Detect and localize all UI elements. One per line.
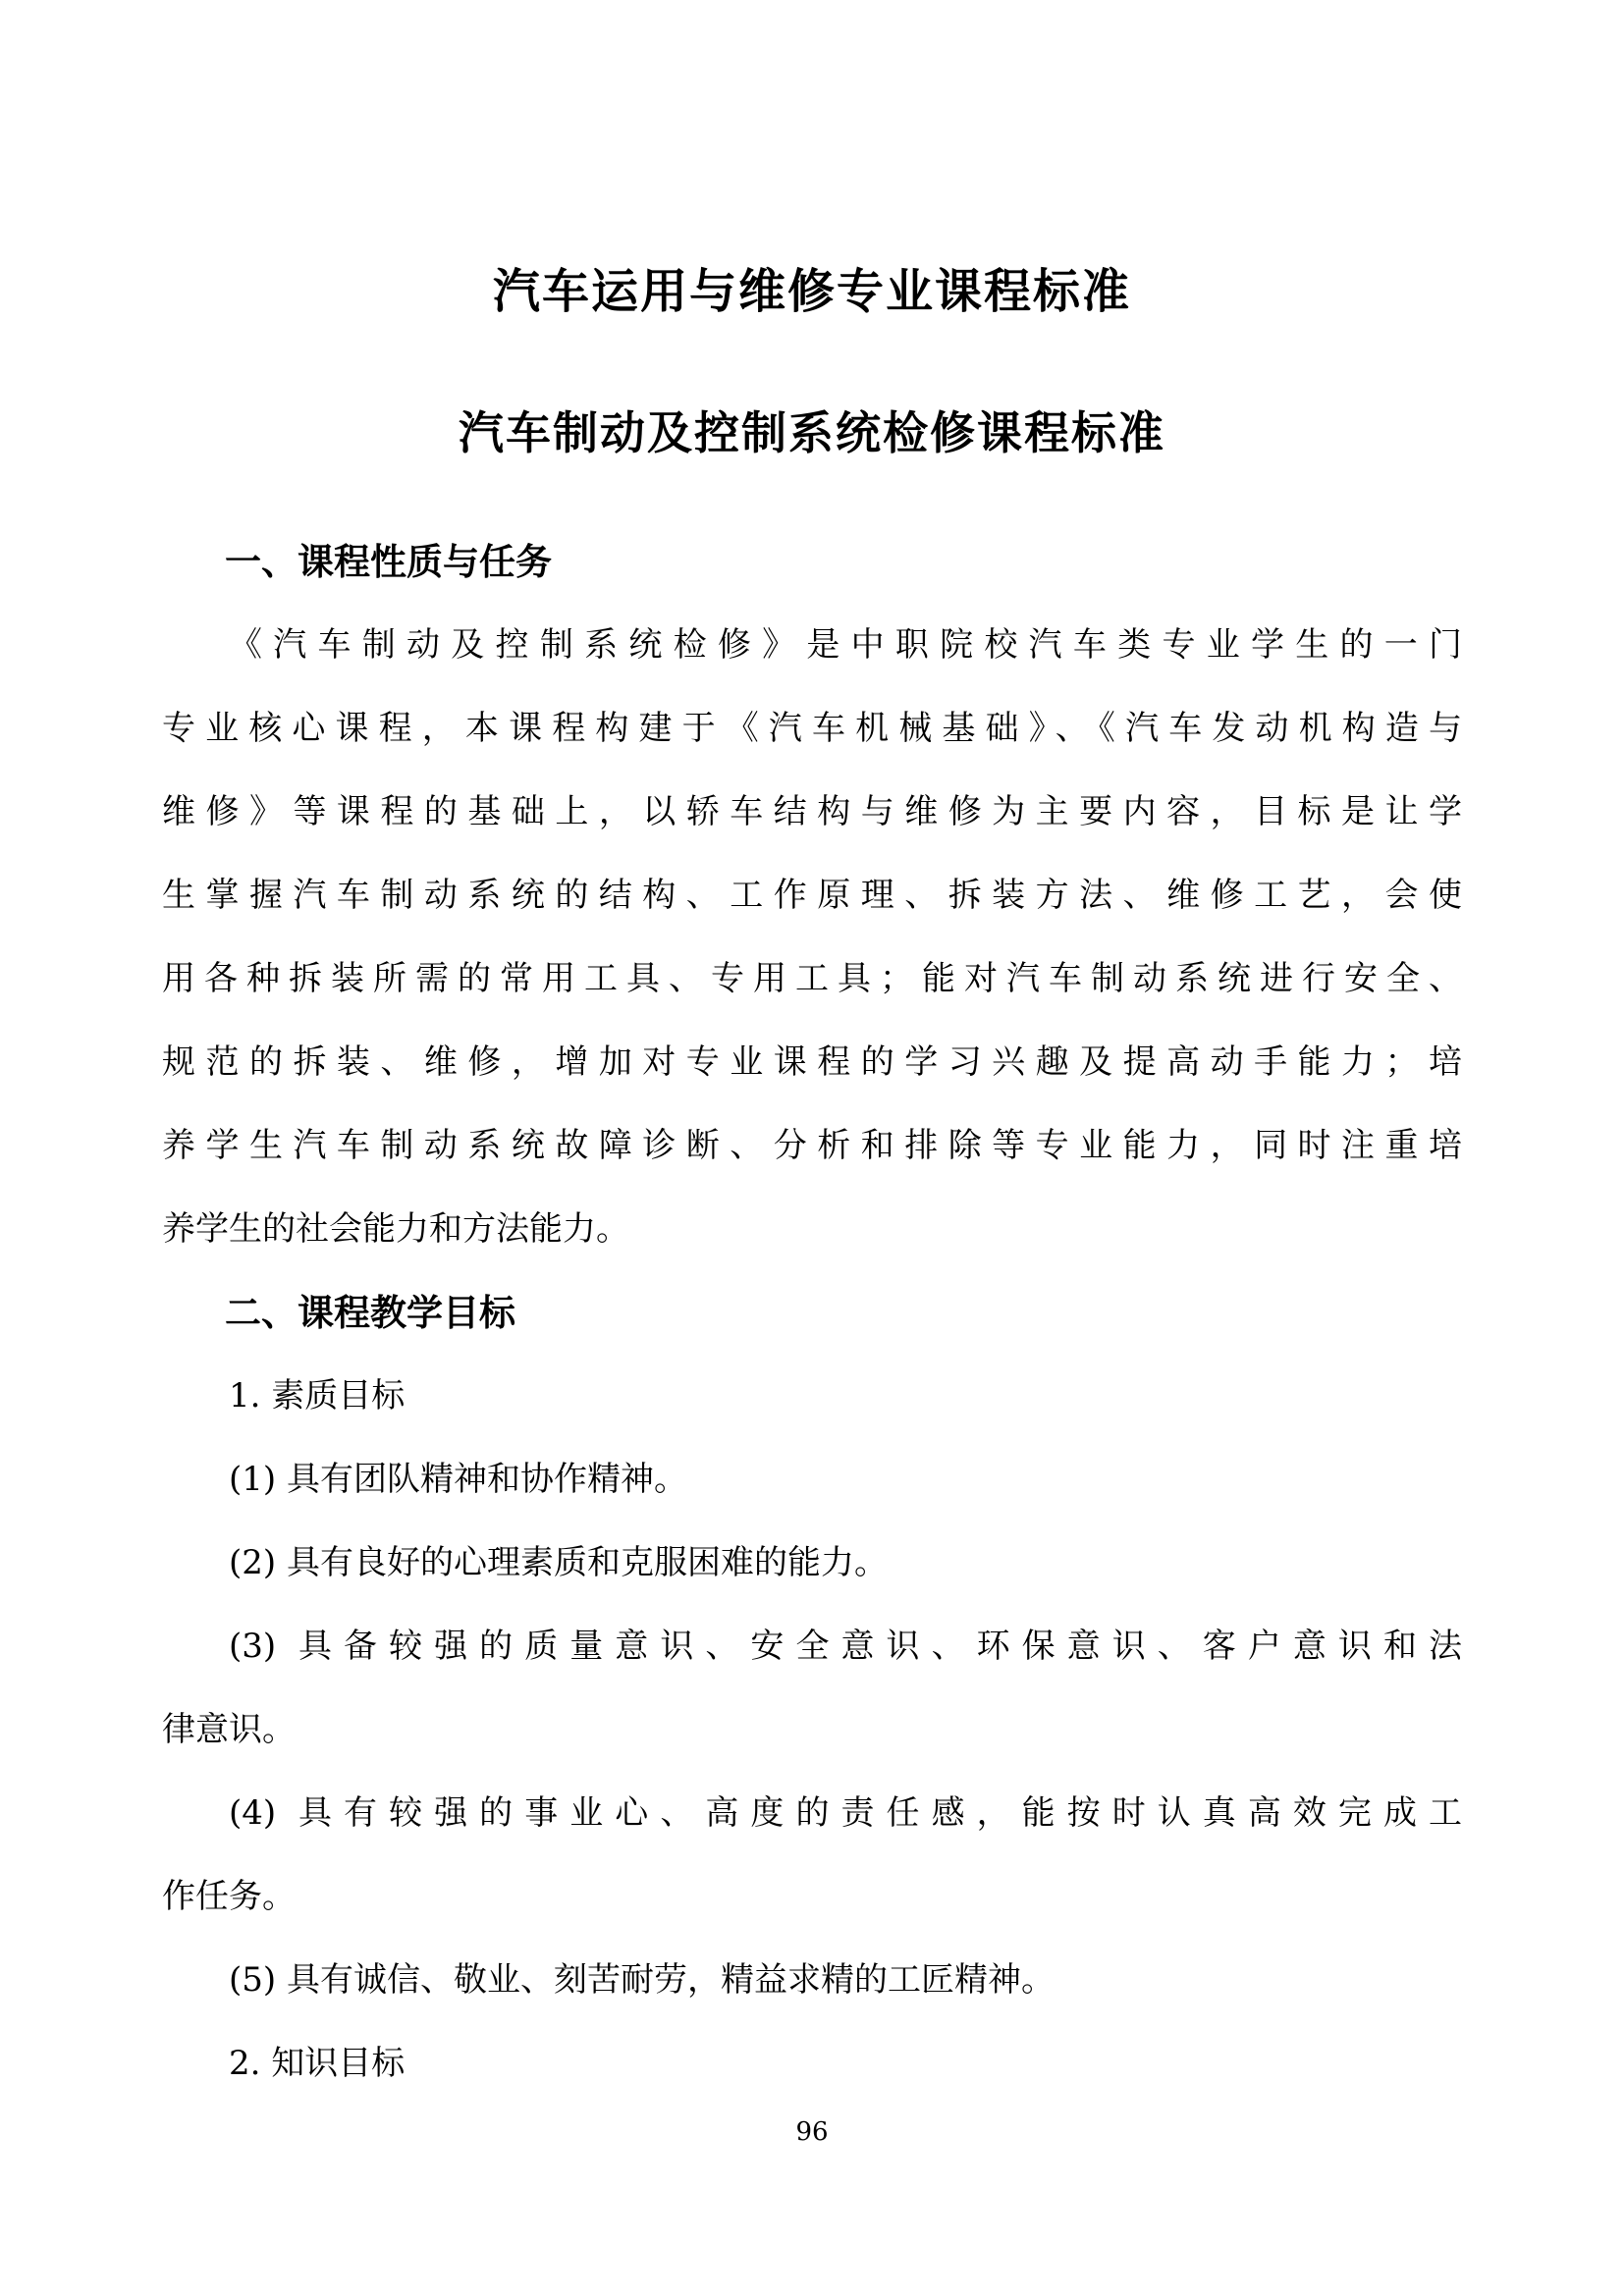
section1-heading: 一、课程性质与任务 — [225, 541, 552, 584]
sub-heading-knowledge-objectives: 2. 知识目标 — [229, 2044, 406, 2084]
main-title: 汽车运用与维修专业课程标准 — [492, 264, 1131, 319]
paragraph-line: 生掌握汽车制动系统的结构、工作原理、拆装方法、维修工艺，会使 — [162, 876, 1462, 916]
paragraph-line: 规范的拆装、维修，增加对专业课程的学习兴趣及提高动手能力；培 — [162, 1042, 1462, 1083]
list-item-continuation: 律意识。 — [162, 1710, 296, 1750]
section2-heading: 二、课程教学目标 — [225, 1292, 515, 1335]
paragraph-line: 《汽车制动及控制系统检修》是中职院校汽车类专业学生的一门 — [229, 625, 1462, 666]
paragraph-line: 养学生的社会能力和方法能力。 — [162, 1209, 629, 1250]
list-item: (5) 具有诚信、敬业、刻苦耐劳，精益求精的工匠精神。 — [229, 1960, 1055, 2001]
paragraph-line: 养学生汽车制动系统故障诊断、分析和排除等专业能力，同时注重培 — [162, 1126, 1462, 1166]
list-item: (3) 具备较强的质量意识、安全意识、环保意识、客户意识和法 — [229, 1627, 1462, 1667]
list-item-continuation: 作任务。 — [162, 1877, 296, 1917]
list-item: (4) 具有较强的事业心、高度的责任感，能按时认真高效完成工 — [229, 1793, 1462, 1834]
paragraph-line: 用各种拆装所需的常用工具、专用工具；能对汽车制动系统进行安全、 — [162, 959, 1462, 999]
list-item: (1) 具有团队精神和协作精神。 — [229, 1460, 687, 1500]
sub-heading-quality-objectives: 1. 素质目标 — [229, 1376, 406, 1416]
list-item: (2) 具有良好的心理素质和克服困难的能力。 — [229, 1543, 888, 1583]
document-body — [162, 520, 1462, 2106]
page-number: 96 — [795, 2117, 829, 2148]
paragraph-line: 维修》等课程的基础上，以轿车结构与维修为主要内容，目标是让学 — [162, 792, 1462, 832]
paragraph-line: 专业核心课程，本课程构建于《汽车机械基础》、《汽车发动机构造与 — [162, 709, 1462, 749]
sub-title: 汽车制动及控制系统检修课程标准 — [459, 406, 1165, 460]
